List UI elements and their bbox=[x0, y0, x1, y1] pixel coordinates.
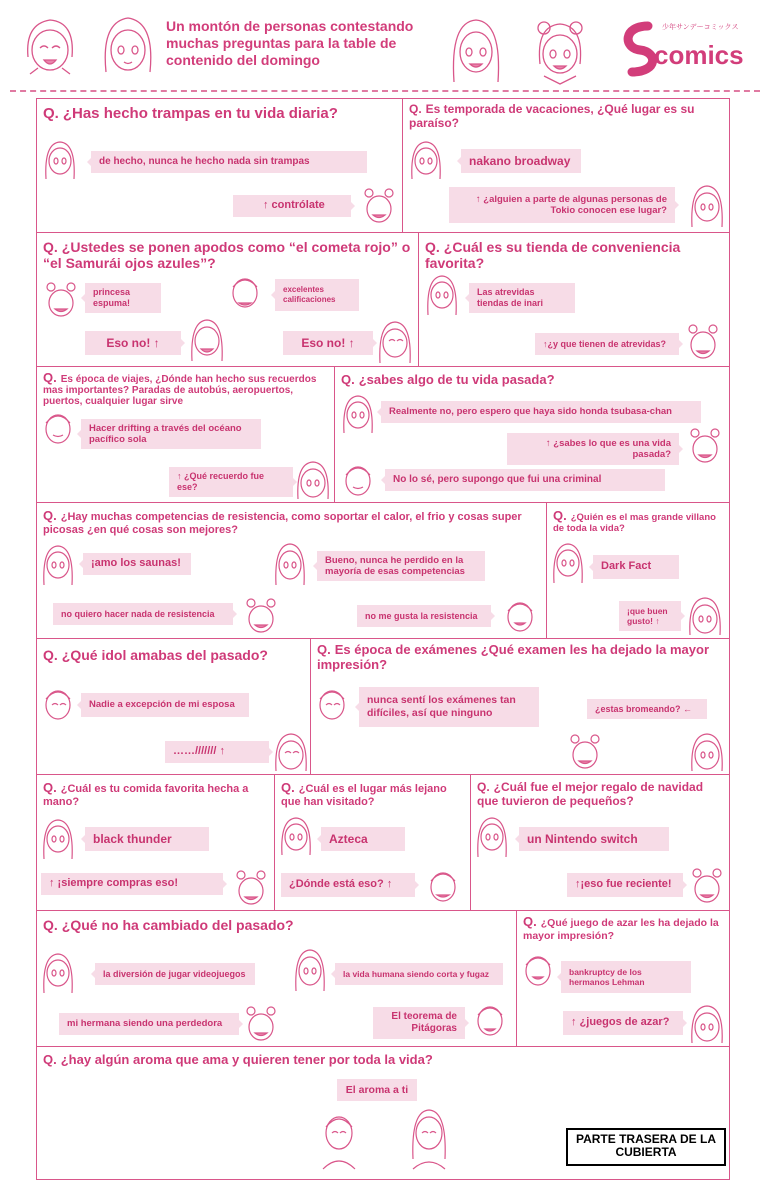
answer-bubble: la diversión de jugar videojuegos bbox=[95, 963, 255, 985]
question-text: ¿Qué idol amabas del pasado? bbox=[61, 647, 268, 663]
girl-face-icon bbox=[20, 12, 80, 82]
answer-bubble: ¿estas bromeando? ← bbox=[587, 699, 707, 719]
answer-bubble: Las atrevidas tiendas de inari bbox=[469, 283, 575, 313]
panel-cheating: Q. ¿Has hecho trampas en tu vida diaria? de hecho, nunca he hecho nada sin trampas ↑ contrólate bbox=[36, 98, 404, 234]
answer-bubble: Eso no! ↑ bbox=[283, 331, 373, 355]
girl-face-icon bbox=[295, 459, 331, 501]
question-text: ¿hay algún aroma que ama y quieren tener por toda la vida? bbox=[60, 1052, 433, 1067]
girl-face-icon bbox=[243, 595, 279, 637]
girl-face-icon bbox=[377, 319, 413, 363]
girl-face-icon bbox=[293, 947, 327, 993]
answer-bubble: ↑ ¿alguien a parte de algunas personas de Tokio conocen ese lugar? bbox=[449, 187, 675, 223]
girl-face-icon bbox=[409, 1107, 449, 1171]
answer-bubble: Bueno, nunca he perdido en la mayoría de esas competencias bbox=[317, 551, 485, 581]
logo-text: comics bbox=[654, 40, 744, 70]
answer-bubble: ↑ contrólate bbox=[233, 195, 351, 217]
question-text: ¿Hay muchas competencias de resistencia, como soportar el calor, el frio y cosas super picosas ¿en qué cosas son mejores? bbox=[43, 511, 522, 536]
boy-face-icon bbox=[319, 1109, 359, 1171]
answer-bubble: black thunder bbox=[85, 827, 209, 851]
question-text: ¿Cuál fue el mejor regalo de navidad que tuvieron de pequeños? bbox=[477, 780, 704, 808]
girl-face-icon bbox=[687, 595, 723, 637]
girl-face-icon bbox=[41, 543, 75, 587]
question-text: ¿Cuál es tu comida favorita hecha a mano? bbox=[43, 783, 249, 808]
panel-favorite-food: Q. ¿Cuál es tu comida favorita hecha a mano? black thunder ↑ ¡siempre compras eso! bbox=[36, 774, 276, 912]
answer-bubble: mi hermana siendo una perdedora bbox=[59, 1013, 239, 1035]
girl-face-icon bbox=[409, 139, 443, 181]
page-header-title: Un montón de personas contestando muchas preguntas para la table de contenido del domingo bbox=[166, 18, 414, 68]
answer-bubble: princesa espuma! bbox=[85, 283, 161, 313]
question-text: ¿Qué no ha cambiado del pasado? bbox=[61, 917, 294, 933]
question-text: Es época de exámenes ¿Qué examen les ha dejado la mayor impresión? bbox=[317, 642, 710, 672]
girl-face-icon bbox=[273, 731, 309, 773]
answer-bubble: ↑ ¡siempre compras eso! bbox=[41, 873, 223, 895]
panel-exams: Q. Es época de exámenes ¿Qué examen les ha dejado la mayor impresión? nunca sentí los exámenes tan difíciles, así que ninguno ¿estas bromeando? ← bbox=[310, 638, 730, 776]
answer-bubble: Nadie a excepción de mi esposa bbox=[81, 693, 249, 717]
girl-face-icon bbox=[567, 731, 603, 773]
boy-face-icon bbox=[315, 683, 349, 725]
girl-face-icon bbox=[233, 867, 269, 909]
panel-convenience-store: Q. ¿Cuál es su tienda de conveniencia favorita? Las atrevidas tiendas de inari ↑¿y que tienen de atrevidas? bbox=[418, 232, 730, 368]
header-divider bbox=[10, 90, 760, 92]
girl-face-icon bbox=[361, 185, 397, 229]
girl-face-icon bbox=[41, 817, 75, 861]
girl-face-icon bbox=[273, 541, 307, 587]
answer-bubble: Dark Fact bbox=[593, 555, 679, 579]
answer-bubble: Hacer drifting a través del océano pacífico sola bbox=[81, 419, 261, 449]
answer-bubble: ¿Dónde está eso? ↑ bbox=[281, 873, 415, 897]
boy-face-icon bbox=[227, 271, 263, 313]
boy-face-icon bbox=[425, 865, 461, 907]
girl-face-icon bbox=[530, 14, 590, 86]
answer-bubble: Realmente no, pero espero que haya sido honda tsubasa-chan bbox=[381, 401, 701, 423]
answer-bubble: ……/////// ↑ bbox=[165, 741, 269, 763]
girl-face-icon bbox=[689, 1003, 725, 1045]
answer-bubble: nakano broadway bbox=[461, 149, 581, 173]
panel-idol: Q. ¿Qué idol amabas del pasado? Nadie a excepción de mi esposa ……/////// ↑ bbox=[36, 638, 312, 776]
girl-face-icon bbox=[689, 731, 725, 773]
answer-bubble: un Nintendo switch bbox=[519, 827, 669, 851]
answer-bubble: excelentes calificaciones bbox=[275, 279, 359, 311]
answer-bubble: Eso no! ↑ bbox=[85, 331, 181, 355]
answer-bubble: bankruptcy de los hermanos Lehman bbox=[561, 961, 691, 993]
boy-face-icon bbox=[41, 683, 75, 725]
girl-face-icon bbox=[98, 12, 158, 82]
answer-bubble: Azteca bbox=[321, 827, 405, 851]
panel-christmas-gift: Q. ¿Cuál fue el mejor regalo de navidad que tuvieron de pequeños? un Nintendo switch ↑¡eso fue reciente! bbox=[470, 774, 730, 912]
panel-gambling: Q. ¿Qué juego de azar les ha dejado la mayor impresión? bankruptcy de los hermanos Lehman ↑ ¿juegos de azar? bbox=[516, 910, 730, 1048]
answer-bubble: no me gusta la resistencia bbox=[357, 605, 491, 627]
back-cover-label: PARTE TRASERA DE LA CUBIERTA bbox=[566, 1128, 726, 1166]
panel-trips: Q. Es época de viajes, ¿Dónde han hecho sus recuerdos mas importantes? Paradas de autobús, aeropuertos, puertos, cualquier lugar sirve Hacer drifting a través del océano pacífico sola ↑ ¿Qué recuerdo fue ese? bbox=[36, 366, 336, 504]
question-text: ¿Has hecho trampas en tu vida diaria? bbox=[62, 105, 338, 122]
girl-face-icon bbox=[43, 139, 77, 181]
question-text: ¿Ustedes se ponen apodos como “el cometa rojo” o “el Samurái ojos azules”? bbox=[43, 239, 411, 272]
girl-face-icon bbox=[551, 541, 585, 585]
answer-bubble: ↑ ¿juegos de azar? bbox=[563, 1011, 683, 1035]
answer-bubble: ¡amo los saunas! bbox=[83, 553, 191, 575]
question-text: ¿Cuál es su tienda de conveniencia favorita? bbox=[425, 239, 681, 272]
answer-bubble: nunca sentí los exámenes tan difíciles, así que ninguno bbox=[359, 687, 539, 727]
girl-face-icon bbox=[685, 321, 721, 363]
answer-bubble: ↑ ¿sabes lo que es una vida pasada? bbox=[507, 433, 679, 465]
answer-bubble: ↑¡eso fue reciente! bbox=[567, 873, 683, 897]
girl-face-icon bbox=[687, 425, 723, 467]
girl-face-icon bbox=[43, 279, 79, 321]
girl-face-icon bbox=[279, 815, 313, 857]
girl-face-icon bbox=[189, 317, 225, 363]
answer-bubble: ↑¿y que tienen de atrevidas? bbox=[535, 333, 679, 355]
girl-face-icon bbox=[475, 815, 509, 859]
panel-unchanged: Q. ¿Qué no ha cambiado del pasado? la diversión de jugar videojuegos la vida humana siendo corta y fugaz mi hermana siendo una perdedora El teorema de Pitágoras bbox=[36, 910, 518, 1048]
girl-face-icon bbox=[448, 14, 504, 86]
question-text: ¿Cuál es el lugar más lejano que han visitado? bbox=[281, 783, 447, 808]
answer-bubble: de hecho, nunca he hecho nada sin trampas bbox=[91, 151, 367, 173]
girl-face-icon bbox=[341, 393, 375, 435]
panel-farthest-place: Q. ¿Cuál es el lugar más lejano que han visitado? Azteca ¿Dónde está eso? ↑ bbox=[274, 774, 472, 912]
question-text: Es época de viajes, ¿Dónde han hecho sus recuerdos mas importantes? Paradas de autobús, aeropuertos, puertos, cualquier lugar sirve bbox=[43, 374, 317, 408]
question-text: ¿Qué juego de azar les ha dejado la mayor impresión? bbox=[523, 917, 719, 942]
answer-bubble: No lo sé, pero supongo que fui una criminal bbox=[385, 469, 665, 491]
answer-bubble: ↑ ¿Qué recuerdo fue ese? bbox=[169, 467, 293, 497]
panel-aroma: Q. ¿hay algún aroma que ama y quieren tener por toda la vida? El aroma a ti bbox=[36, 1046, 730, 1180]
girl-face-icon bbox=[689, 865, 725, 907]
panel-vacation: Q. Es temporada de vacaciones, ¿Qué lugar es su paraíso? nakano broadway ↑ ¿alguien a parte de algunas personas de Tokio conocen ese lugar? bbox=[402, 98, 730, 234]
panel-endurance: Q. ¿Hay muchas competencias de resistencia, como soportar el calor, el frio y cosas super picosas ¿en qué cosas son mejores? ¡amo los saunas! Bueno, nunca he perdido en la mayoría de esas competencias no quiero hacer nada de resistencia no me gusta la resistencia bbox=[36, 502, 548, 640]
boy-face-icon bbox=[41, 407, 75, 451]
girl-face-icon bbox=[41, 951, 75, 995]
girl-face-icon bbox=[243, 1003, 279, 1045]
answer-bubble: ¡que buen gusto! ↑ bbox=[619, 601, 681, 631]
answer-bubble: no quiero hacer nada de resistencia bbox=[53, 603, 233, 625]
shonen-sunday-comics-logo bbox=[618, 18, 748, 78]
question-text: ¿sabes algo de tu vida pasada? bbox=[358, 372, 555, 387]
boy-face-icon bbox=[503, 595, 537, 637]
panel-villain: Q. ¿Quién es el mas grande villano de toda la vida? Dark Fact ¡que buen gusto! ↑ bbox=[546, 502, 730, 640]
logo-small-text: 少年サンデーコミックス bbox=[662, 24, 739, 31]
boy-face-icon bbox=[521, 949, 555, 991]
answer-bubble: El aroma a ti bbox=[337, 1079, 417, 1101]
question-text: Es temporada de vacaciones, ¿Qué lugar es su paraíso? bbox=[409, 102, 695, 130]
boy-face-icon bbox=[341, 459, 375, 501]
question-text: ¿Quién es el mas grande villano de toda la vida? bbox=[553, 512, 716, 534]
answer-bubble: la vida humana siendo corta y fugaz bbox=[335, 963, 503, 985]
girl-face-icon bbox=[689, 183, 725, 229]
girl-face-icon bbox=[425, 273, 459, 317]
boy-face-icon bbox=[473, 999, 507, 1043]
panel-nicknames: Q. ¿Ustedes se ponen apodos como “el cometa rojo” o “el Samurái ojos azules”? princesa espuma! excelentes calificaciones Eso no! ↑ Eso no! ↑ bbox=[36, 232, 420, 368]
panel-past-life: Q. ¿sabes algo de tu vida pasada? Realmente no, pero espero que haya sido honda tsubasa-chan ↑ ¿sabes lo que es una vida pasada? No lo sé, pero supongo que fui una criminal bbox=[334, 366, 730, 504]
answer-bubble: El teorema de Pitágoras bbox=[373, 1007, 465, 1039]
